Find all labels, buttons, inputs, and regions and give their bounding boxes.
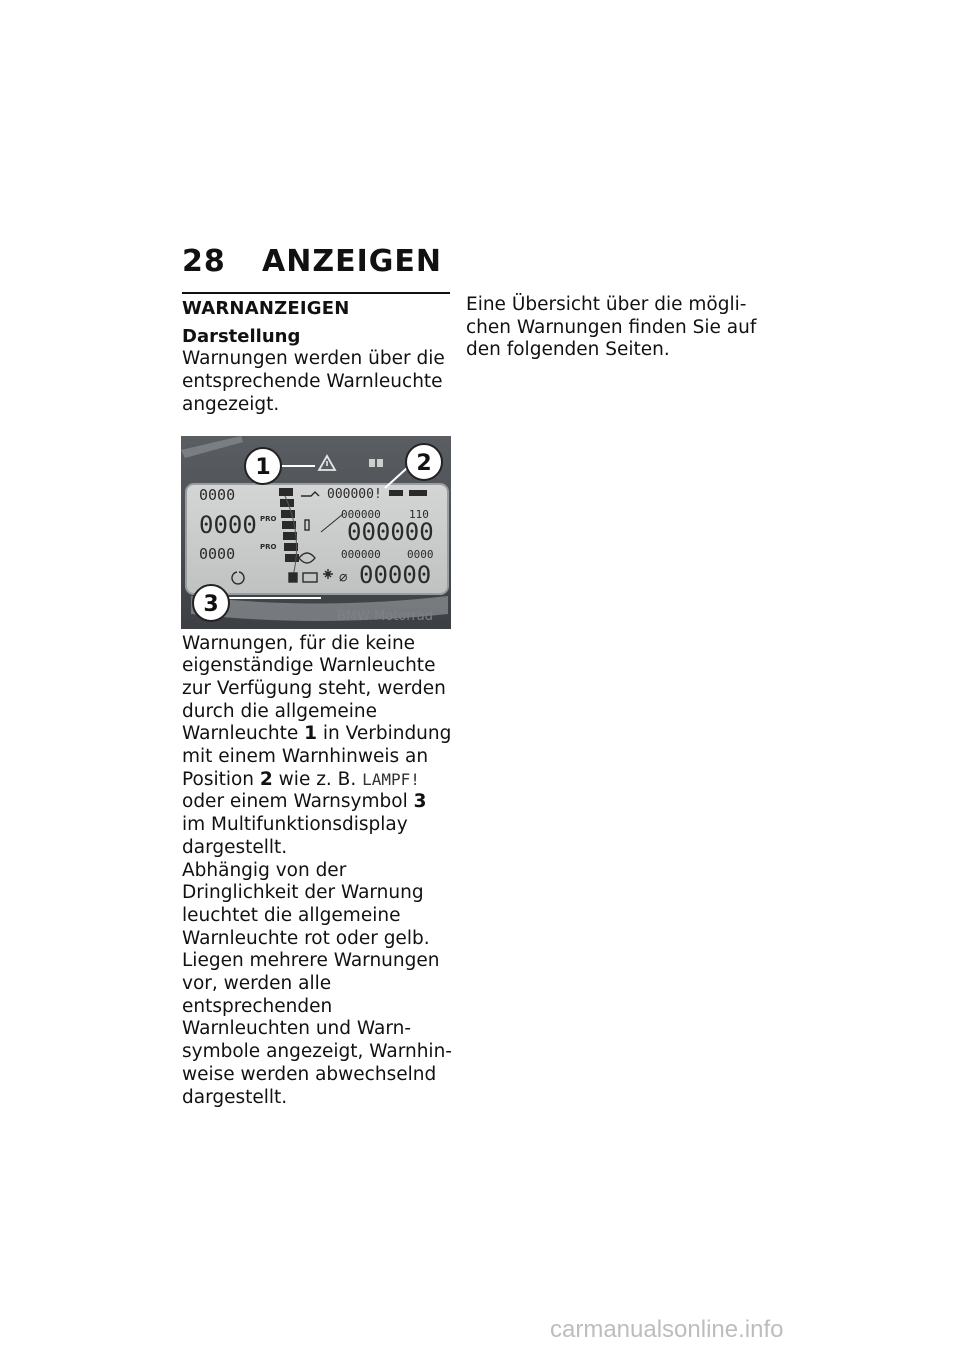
lcd-big-2: 00000 xyxy=(359,560,432,589)
lcd-small-2: 000000 xyxy=(341,547,381,561)
paragraph-warnings-display: Warnungen, für die keine eigenständige Warnleuchte zur Verfügung steht, werden durch die allgemeine Warnleuchte 1 in Verbindung mit einem Warnhinweis an Position 2 wie z. B. LAMPF! oder einem Warnsymbol 3 im Multifunktionsdisplay dargestellt. xyxy=(182,632,452,858)
svg-text:2: 2 xyxy=(416,450,432,476)
lcd-row1-left: 0000 xyxy=(199,485,236,504)
lcd-mid-small: 000000 xyxy=(341,507,381,521)
lcd-top-right: 000000! xyxy=(327,486,382,502)
section-title: WARNANZEIGEN xyxy=(182,298,350,319)
lcd-row2-left: 0000 xyxy=(199,510,257,539)
lcd-small-2-right: 0000 xyxy=(407,547,434,561)
pro-label-1: PRO xyxy=(260,514,277,523)
right-column xyxy=(466,294,766,362)
fuel-icon xyxy=(289,573,297,582)
left-column xyxy=(182,298,454,1109)
instrument-cluster-illustration xyxy=(181,436,451,629)
page-header xyxy=(182,244,442,279)
site-watermark: carmanualsonline.info xyxy=(550,1316,784,1343)
section-rule xyxy=(182,292,450,294)
svg-text:1: 1 xyxy=(255,454,271,480)
subsection-title: Darstellung xyxy=(182,325,301,347)
paragraph-urgency: Abhängig von der Dringlichkeit der Warnung leuchtet die allgemeine Warnleuchte rot oder gelb. xyxy=(182,859,430,949)
pro-label-2: PRO xyxy=(260,542,277,551)
figure-watermark: BMW Motorrad xyxy=(337,608,434,624)
paragraph-intro: Warnungen werden über die entsprechende Warnleuchte angezeigt. xyxy=(182,348,445,415)
lcd-big-1: 000000 xyxy=(347,517,434,546)
paragraph-multiple-warnings: Liegen mehrere Warnungen vor, werden alle entsprechenden Warnleuchten und Warnsymbole angezeigt, Warnhinweise werden abwechselnd dargestellt. xyxy=(182,950,452,1108)
diameter-symbol: ⌀ xyxy=(339,569,348,586)
lcd-mid-small-right: 110 xyxy=(409,507,429,521)
lcd-row3-left: 0000 xyxy=(199,544,236,563)
page-number: 28 xyxy=(182,244,226,279)
paragraph-overview: Eine Übersicht über die möglichen Warnungen finden Sie auf den folgenden Seiten. xyxy=(466,294,757,361)
svg-text:3: 3 xyxy=(203,591,219,617)
chapter-title: ANZEIGEN xyxy=(262,244,442,279)
instrument-cluster-figure xyxy=(181,436,451,629)
